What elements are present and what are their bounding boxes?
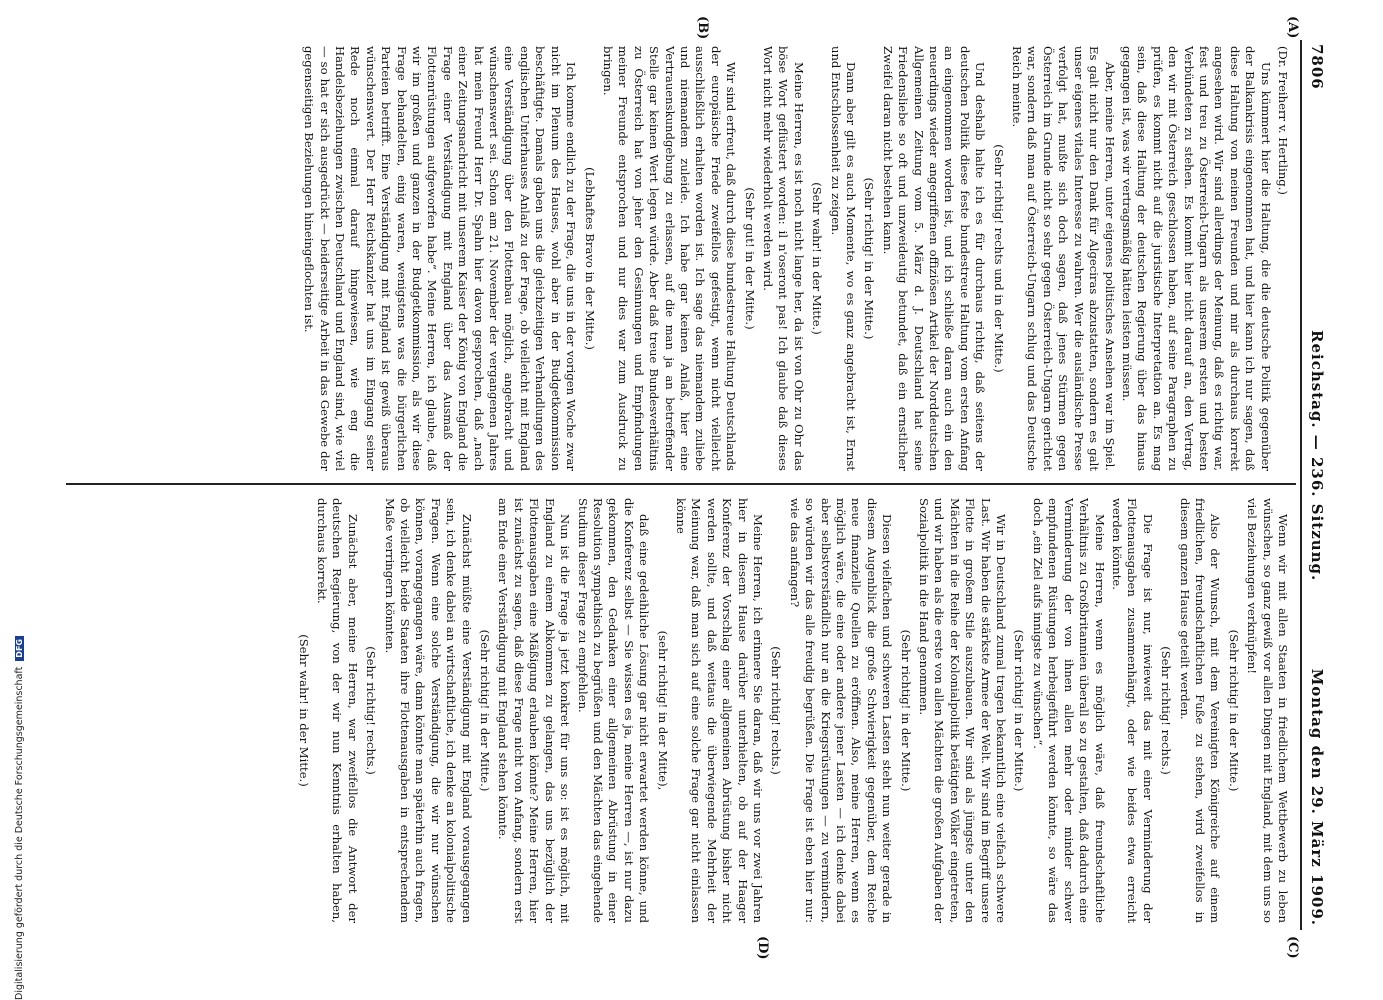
paragraph: Meine Herren, ich erinnere Sie daran, daß wir uns vor zwei Jahren hier in diesem Hause darüber unterhielten, ob auf der Haager Konferenz der Vorschlag einer allgemeinen Abrüstung bisher nicht werden sollte, und daß weitaus die überwiegende Mehrheit der Meinung war, daß man sich auf eine solche Frage gar nicht einlassen könne [673,498,765,923]
left-column [65,46,1290,471]
interjection: (Sehr richtig! rechts und in der Mitte.) [991,144,1006,373]
header-rule [1300,40,1302,930]
interjection: (sehr richtig! in der Mitte), [655,630,670,791]
document-page [60,16,1330,960]
interjection: (Sehr wahr! in der Mitte.) [810,182,825,335]
interjection: (Sehr richtig! rechts.) [769,646,784,775]
interjection: (Sehr richtig! rechts.) [1159,646,1174,775]
page-header [1302,40,1330,930]
paragraph: Diesen vielfachen und schweren Lasten steht nun weiter gerade in diesem Augenblick die große Schwierigkeit gegenüber, dem Reiche neue finanzielle Quellen zu eröffnen. Also, meine Herren, wenn es möglich wäre, die eine oder andere jener Lasten — ich denke dabei aber selbstverständlich nur an die Kriegsrüstungen — zu vermindern, so würden wir das alle freudig begrüßen. Die Frage ist eben hier nur: wie das anfangen? [787,498,895,923]
paragraph: Uns kümmert hier die Haltung, die die deutsche Politik gegenüber der Balkankrisis eingenommen hat, und hier kann ich nur sagen, daß diese Haltung von meinen Freunden und mir als durchaus korrekt angesehen wird. Wir sind allerdings der Meinung, daß es richtig war, fest und treu zu Österreich-Ungarn als unserem ersten und besten Verbündeten zu stehen. Es kommt hier nicht darauf an, den Vertrag, den wir mit Österreich geschlossen haben, auf seine Paragraphen zu prüfen, es kommt nicht auf die juristische Interpretation an. Es mag sein, daß diese Haltung der deutschen Regierung über das hinaus gegangen ist, was wir vertragsmäßig hätten leisten müssen. [1119,46,1273,471]
interjection: (Sehr gut! in der Mitte.) [742,187,757,330]
footer-credit: Digitalisierung gefördert durch die Deutsche Forschungsgemeinschaft [14,666,25,1000]
interjection: (Sehr richtig! in der Mitte.) [1012,629,1027,792]
paragraph: Also der Wunsch, mit dem Vereinigten Königreiche auf einem friedlichen, freundschaftlichen Fuße zu stehen, wird zweifellos in diesem ganzen Hause geteilt werden. [1177,498,1223,923]
margin-marker-b: (B) [695,16,710,40]
paragraph: Zunächst aber, meine Herren, war zweifellos die Antwort der deutschen Regierung, von der wir nun Kenntnis erhalten haben, durchaus korrekt. [315,498,360,923]
column-divider [66,483,1296,485]
paragraph: Wir in Deutschland zumal tragen bekanntlich eine vielfach schwere Last. Wir haben die stärkste Armee der Welt. Wir sind im Begriff unsere Flotte in großem Stile auszubauen. Wir sind als jüngste unter den Mächten in die Reihe der Kolonialpolitik betätigten Völker eingetreten, und wir haben als die erste von allen Mächten die großen Aufgaben der Sozialpolitik in die Hand genommen. [917,498,1009,923]
dfg-logo: DFG [15,636,24,661]
paragraph: Meine Herren, wenn es möglich wäre, daß freundschaftliche Verhältnis zu Großbritannien überall so zu gestalten, daß dadurch eine Verminderung der von ihnen allen mehr oder minder schwer empfundenen Rüstungen herbeigeführt werden könnte, so wäre das doch „ein Ziel aufs innigste zu wünschen“. [1030,498,1107,923]
margin-marker-d: (D) [755,936,770,960]
interjection: (Sehr richtig! in der Mitte.) [862,177,877,340]
right-column [65,498,1290,923]
paragraph: Meine Herren, es ist noch nicht lange her, da ist von Ohr zu Ohr das böse Wort geflüstert worden: il n'oseront pas! Ich glaube daß dieses Wort nicht mehr wiederholt werden wird. [761,46,806,471]
paragraph: Nun ist die Frage ja jetzt konkret für uns so: ist es möglich, mit England zu einem Abkommen zu gelangen, das uns bezüglich der Flottenausgaben eine Mäßigung erlauben könnte? Meine Herren, hier ist zunächst zu sagen, daß diese Frage nicht von Anfang, sondern erst am Ende einer Verständigung mit England stehen könnte. [496,498,573,923]
paragraph: Dann aber gilt es auch Momente, wo es ganz angebracht ist, Ernst und Entschlossenheit zu zeigen. [828,46,859,471]
page-number: 7806 [1308,44,1326,90]
paragraph: Zunächst müßte eine Verständigung mit England vorausgegangen sein, ich denke dabei an wirtschaftliche, ich denke an kolonialpolitische Fragen. Wenn eine solche Verständigung, die wir nur wünschen können, vorangegangen wäre, dann könnte man späterhin auch fragen, ob vielleicht beide Staaten ihre Flottenausgaben in entsprechendem Maße verringern könnten. [382,498,474,923]
paragraph: daß eine gedeihliche Lösung gar nicht erwartet werden könne, und die Konferenz selbst — Sie wissen es ja, meine Herren —, ist nur dazu gekommen, den Gedanken einer allgemeinen Abrüstung in einer Resolution sympathisch zu begrüßen und den Mächten das eingehende Studium dieser Frage zu empfehlen. [575,498,652,923]
paragraph: Aber, meine Herren, unter eigenes politisches Ansehen war im Spiel. Es galt nicht nur den Dank für Algeciras abzustatten, sondern es galt unser eigenes vitales Interesse zu wahren. Wer die ausländische Presse verfolgt hat, mußte sich doch sagen, daß jenes Stürmen gegen Österreich im Grunde nicht so sehr gegen Österreich-Ungarn gerichtet war, sondern daß man auf Österreich-Ungarn schlug und das Deutsche Reich meinte. [1010,46,1117,471]
interjection: (Sehr richtig! in der Mitte.) [478,629,493,792]
interjection: (Sehr richtig! rechts.) [364,646,379,775]
paragraph: Ich komme endlich zu der Frage, die uns in der vorigen Woche zwar nicht im Plenum des Hauses, wohl aber in der Budgetkommission beschäftigte. Damals gaben uns die gleichzeitigen Verhandlungen des englischen Unterhauses Anlaß zu der Frage, ob vielleicht mit England eine Verständigung über den Flottenbau möglich, angebracht und wünschenswert sei. Schon am 21. November der vergangenen Jahres hat mein Freund Herr Dr. Spahn hier davon gesprochen, daß „nach einer Zeitungsnachricht mit unserem Kaiser der König von England die Frage einer Verständigung mit England über das Ausmaß der Flottenrüstungen aufgeworfen habe“. Meine Herren, ich glaube, daß wir im großen und ganzen in der Budgetkommission, als wir diese Frage behandelten, einig waren, wenigstens was die bürgerlichen Parteien betrifft. Eine Verständigung mit England ist gewiß überaus wünschenswert. Der Herr Reichskanzler hat uns im Eingang seiner Rede noch einmal darauf hingewiesen, wie eng die Handelsbeziehungen zwischen Deutschland und England sind, wie viel — so hat er sich ausgedrückt — beiderseitige Arbeit in das Gewebe der gegenseitigen Beziehungen hineingeflochten ist. [302,46,579,471]
paragraph: Und deshalb halte ich es für durchaus richtig, daß seitens der deutschen Politik diese feste bundestreue Haltung vom ersten Anfang an eingenommen worden ist, und ich schließe daran auch ein den neuerdings wieder angegriffenen offiziösen Artikel der Norddeutschen Allgemeinen Zeitung vom 5. März d. J. Deutschland hat seine Friedensliebe so oft und unzweideutig betundet, daß ein ernstlicher Zweifel daran nicht bestehen kann. [880,46,988,471]
margin-marker-a: (A) [1285,16,1300,39]
paragraph: Wir sind erfreut, daß durch diese bundestreue Haltung Deutschlands der europäische Friede zweifellos gefestigt, wenn nicht vielleicht ausschließlich erhalten worden ist. Ich sage das niemandem zuliebe und niemandem zuleide. Ich habe gar keinen Anlaß, hier eine Vertrauenskundgebung zu erlassen, auf die man ja an betreffender Stelle gar keinen Wert legen würde. Aber daß treue Bundesverhältnis zu Österreich hat von jeher den Gesinnungen und Empfindungen meiner Freunde entsprochen und nur dies war zum Ausdruck zu bringen. [600,46,739,471]
session-title: Reichstag. — 236. Sitzung. [1308,330,1326,582]
session-date: Montag den 29. März 1909. [1308,668,1326,926]
speaker-label: (Dr. Freiherr v. Hertling.) [1276,46,1290,195]
interjection: (Lebhaftes Bravo in der Mitte.) [582,167,597,350]
interjection: (Sehr richtig! in der Mitte.) [898,629,913,792]
interjection: (Sehr richtig! in der Mitte.) [1226,629,1241,792]
interjection: (Sehr wahr! in der Mitte.) [296,634,311,787]
page-footer [14,0,28,1000]
paragraph: Die Frage ist nur, inwieweit das mit einer Verminderung der Flottenausgaben zusammenhängt, oder wie beides etwa erreicht werden könnte. [1109,498,1155,923]
paragraph: Wenn wir mit allen Staaten in friedlichem Wettbewerb zu leben wünschen, so ganz gewiß vor allen Dingen mit England, mit dem uns so viel Beziehungen verknüpfen! [1245,498,1290,923]
margin-marker-c: (C) [1285,936,1300,959]
